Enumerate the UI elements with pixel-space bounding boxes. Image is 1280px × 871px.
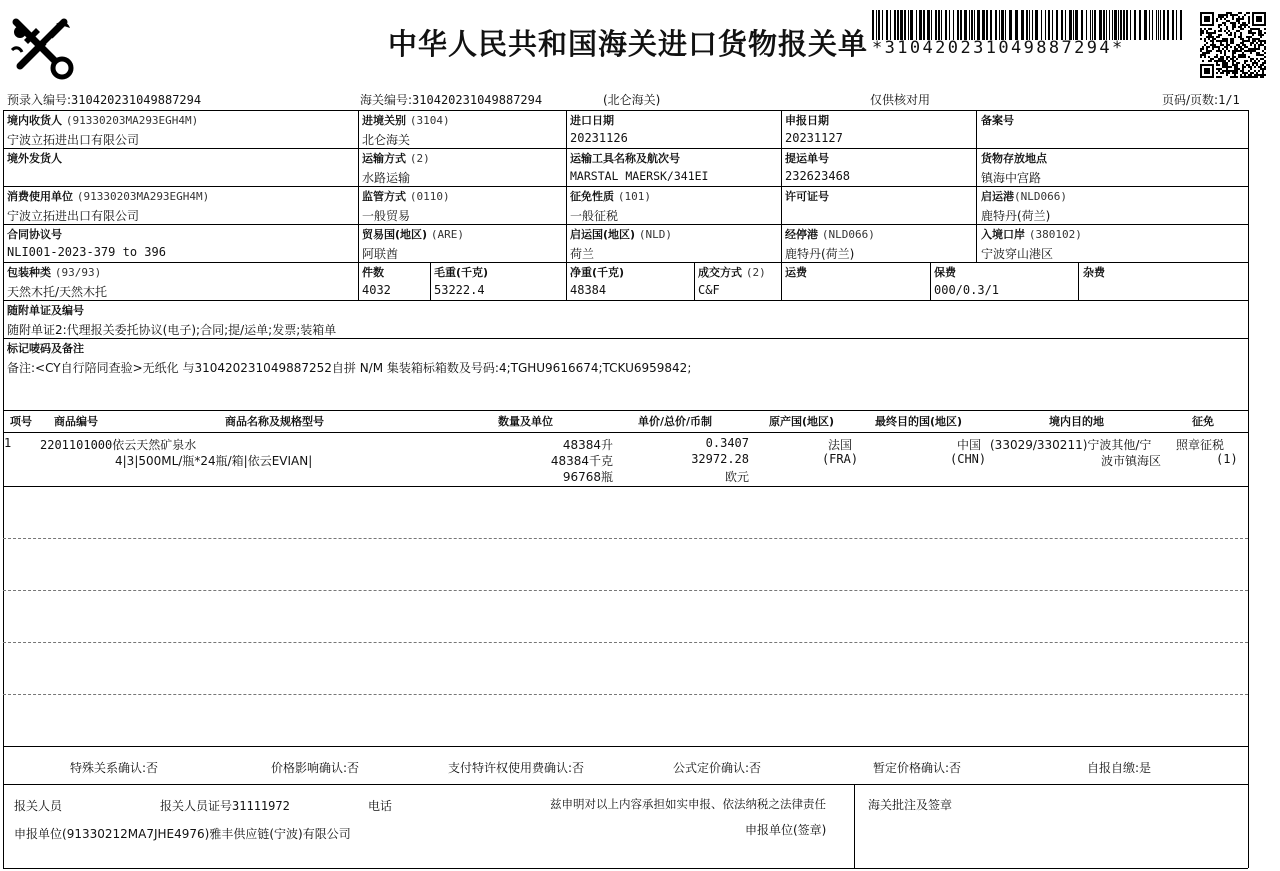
shipper-cell — [7, 150, 355, 169]
attached-docs-cell — [7, 302, 1243, 338]
item-currency: 欧元 — [724, 470, 749, 484]
depart-country-code: (NLD) — [638, 228, 673, 241]
vessel-value: MARSTAL MAERSK/341EI — [570, 169, 709, 183]
customs-number — [360, 91, 542, 108]
pieces-cell — [362, 264, 428, 297]
page-label: 页码/页数: — [1162, 93, 1219, 107]
barcode — [872, 10, 1184, 40]
trade-country-cell — [362, 226, 562, 262]
col-hs-code: 商品编号 — [54, 415, 98, 428]
declare-date-cell — [785, 112, 973, 145]
self-report-pay: 自报自缴:是 — [1087, 761, 1152, 775]
supervision-cell — [362, 188, 562, 224]
record-no-label: 备案号 — [981, 114, 1014, 127]
page-count — [1162, 91, 1240, 108]
storage-label: 货物存放地点 — [981, 152, 1047, 165]
royalty-confirm: 支付特许权使用费确认:否 — [448, 761, 585, 775]
item-dest-country: 中国 — [957, 438, 982, 452]
trade-country-code: (ARE) — [430, 228, 465, 241]
item-tax-2: (1) — [1216, 452, 1238, 466]
qr-code — [1200, 12, 1266, 78]
declaring-unit — [14, 825, 351, 842]
tax-nature-cell — [570, 188, 778, 224]
trade-country-label: 贸易国(地区) — [362, 228, 428, 241]
consignee-label: 境内收货人 — [7, 114, 62, 127]
pre-entry-label: 预录入编号: — [7, 93, 72, 107]
pieces-label: 件数 — [362, 266, 384, 279]
net-weight-value: 48384 — [570, 283, 607, 297]
col-item-no: 项号 — [10, 415, 32, 428]
depart-country-cell — [570, 226, 778, 262]
insurance-cell — [934, 264, 1074, 297]
transport-mode-value: 水路运输 — [362, 171, 411, 185]
col-goods-name: 商品名称及规格型号 — [225, 415, 324, 428]
vessel-label: 运输工具名称及航次号 — [570, 152, 680, 165]
contract-cell — [7, 226, 355, 259]
freight-cell — [785, 264, 925, 283]
consignee-code: (91330203MA293EGH4M) — [65, 114, 199, 127]
storage-value: 镇海中宫路 — [981, 171, 1042, 185]
declaring-unit-value: (91330212MA7JHE4976)雅丰供应链(宁波)有限公司 — [62, 827, 351, 841]
provisional-price-confirm: 暂定价格确认:否 — [873, 761, 962, 775]
trade-country-value: 阿联酋 — [362, 247, 399, 261]
contract-label: 合同协议号 — [7, 228, 62, 241]
entry-customs-label: 进境关别 — [362, 114, 406, 127]
transit-port-value: 鹿特丹(荷兰) — [785, 247, 855, 261]
depart-port-label: 启运港 — [981, 190, 1014, 203]
insurance-label: 保费 — [934, 266, 956, 279]
tax-nature-label: 征免性质 — [570, 190, 614, 203]
special-relation-confirm: 特殊关系确认:否 — [70, 761, 159, 775]
for-check-note: 仅供核对用 — [870, 93, 931, 107]
col-tax: 征免 — [1192, 415, 1214, 428]
item-hs-code: 2201101000 — [40, 438, 113, 452]
net-weight-label: 净重(千克) — [570, 266, 625, 279]
declarant-cert — [160, 797, 290, 814]
pieces-value: 4032 — [362, 283, 391, 297]
supervision-code: (0110) — [409, 190, 450, 203]
license-cell — [785, 188, 973, 207]
declarant-label: 报关人员 — [14, 799, 63, 813]
consignee-cell — [7, 112, 355, 148]
gross-weight-label: 毛重(千克) — [434, 266, 489, 279]
depart-country-label: 启运国(地区) — [570, 228, 636, 241]
consumer-value: 宁波立拓进出口有限公司 — [7, 209, 140, 223]
import-date-label: 进口日期 — [570, 114, 614, 127]
pre-entry-number — [7, 91, 201, 108]
declarant-cert-label: 报关人员证号 — [160, 799, 233, 813]
package-label: 包装种类 — [7, 266, 51, 279]
item-dest-country-code: (CHN) — [950, 452, 987, 466]
bill-no-label: 提运单号 — [785, 152, 829, 165]
consumer-label: 消费使用单位 — [7, 190, 73, 203]
entry-port-value: 宁波穿山港区 — [981, 247, 1054, 261]
license-label: 许可证号 — [785, 190, 829, 203]
attached-docs-value: 随附单证2:代理报关委托协议(电子);合同;提/运单;发票;装箱单 — [7, 323, 337, 337]
customs-approval: 海关批注及签章 — [868, 798, 953, 812]
tax-nature-value: 一般征税 — [570, 209, 619, 223]
price-effect-confirm: 价格影响确认:否 — [271, 761, 360, 775]
document-title: 中华人民共和国海关进口货物报关单 — [388, 27, 869, 61]
transit-port-label: 经停港 — [785, 228, 818, 241]
contract-value: NLI001-2023-379 to 396 — [7, 245, 166, 259]
col-origin: 原产国(地区) — [769, 415, 835, 428]
transport-mode-code: (2) — [409, 152, 430, 165]
transit-port-code: (NLD066) — [821, 228, 875, 241]
deal-mode-label: 成交方式 — [698, 266, 742, 279]
deal-mode-value: C&F — [698, 283, 720, 297]
freight-label: 运费 — [785, 266, 807, 279]
supervision-label: 监管方式 — [362, 190, 406, 203]
item-origin-code: (FRA) — [821, 452, 859, 466]
transport-mode-cell — [362, 150, 562, 186]
item-name: 依云天然矿泉水 — [112, 438, 197, 452]
net-weight-cell — [570, 264, 692, 297]
attached-docs-label: 随附单证及编号 — [7, 304, 84, 317]
customs-number-label: 海关编号: — [360, 93, 413, 107]
customs-office: (北仑海关) — [603, 93, 661, 107]
consumer-code: (91330203MA293EGH4M) — [76, 190, 210, 203]
item-qty-2: 48384千克 — [550, 454, 613, 468]
declarant-cert-value: 31111972 — [232, 799, 290, 813]
item-origin: 法国 — [827, 438, 852, 452]
tax-nature-code: (101) — [617, 190, 651, 203]
col-price: 单价/总价/币制 — [638, 415, 713, 428]
item-no: 1 — [4, 436, 12, 450]
entry-port-label: 入境口岸 — [981, 228, 1025, 241]
transit-port-cell — [785, 226, 973, 262]
declare-date-value: 20231127 — [785, 131, 843, 145]
depart-port-value: 鹿特丹(荷兰) — [981, 209, 1051, 223]
customs-emblem-icon — [6, 10, 76, 80]
entry-port-code: (380102) — [1028, 228, 1082, 241]
package-value: 天然木托/天然木托 — [7, 285, 108, 299]
item-domestic-dest-2: 波市镇海区 — [1101, 454, 1162, 468]
entry-customs-code: (3104) — [409, 114, 450, 127]
item-qty-3: 96768瓶 — [562, 470, 613, 484]
shipper-label: 境外发货人 — [7, 152, 62, 165]
item-domestic-dest-1: (33029/330211)宁波其他/宁 — [990, 438, 1152, 452]
item-tax-1: 照章征税 — [1176, 438, 1225, 452]
consumer-cell — [7, 188, 355, 224]
phone-label: 电话 — [368, 799, 393, 813]
import-date-value: 20231126 — [570, 131, 628, 145]
entry-port-cell — [981, 226, 1243, 262]
barcode-text: *310420231049887294* — [872, 38, 1125, 58]
pre-entry-value: 310420231049887294 — [71, 93, 202, 107]
customs-number-value: 310420231049887294 — [412, 93, 543, 107]
formula-price-confirm: 公式定价确认:否 — [673, 761, 762, 775]
marks-remarks-value: 备注:<CY自行陪同查验>无纸化 与310420231049887252自拼 N/M 集装箱标箱数及号码:4;TGHU9616674;TCKU6959842; — [7, 361, 692, 375]
transport-mode-label: 运输方式 — [362, 152, 406, 165]
depart-country-value: 荷兰 — [570, 247, 595, 261]
entry-customs-cell — [362, 112, 562, 148]
legal-statement: 兹申明对以上内容承担如实申报、依法纳税之法律责任 — [550, 797, 826, 811]
vessel-cell — [570, 150, 778, 183]
col-domestic-dest: 境内目的地 — [1049, 415, 1104, 428]
declaring-unit-seal: 申报单位(签章) — [745, 823, 827, 837]
item-qty-1: 48384升 — [562, 438, 613, 452]
consignee-value: 宁波立拓进出口有限公司 — [7, 133, 140, 147]
insurance-value: 000/0.3/1 — [934, 283, 1000, 297]
package-cell — [7, 264, 355, 300]
page-value: 1/1 — [1218, 93, 1240, 107]
import-date-cell — [570, 112, 778, 145]
gross-weight-cell — [434, 264, 564, 297]
misc-fee-label: 杂费 — [1083, 266, 1105, 279]
deal-mode-code: (2) — [745, 266, 766, 279]
depart-port-cell — [981, 188, 1243, 224]
deal-mode-cell — [698, 264, 780, 297]
item-total-price: 32972.28 — [691, 452, 749, 466]
marks-remarks-cell — [7, 340, 1243, 376]
entry-customs-value: 北仑海关 — [362, 133, 411, 147]
supervision-value: 一般贸易 — [362, 209, 411, 223]
marks-remarks-label: 标记唛码及备注 — [7, 342, 84, 355]
misc-fee-cell — [1083, 264, 1243, 283]
declaring-unit-label: 申报单位 — [14, 827, 63, 841]
record-no-cell — [981, 112, 1243, 131]
bill-no-cell — [785, 150, 973, 183]
item-hs-name — [40, 436, 196, 453]
declare-date-label: 申报日期 — [785, 114, 829, 127]
bill-no-value: 232623468 — [785, 169, 851, 183]
item-spec: 4|3|500ML/瓶*24瓶/箱|依云EVIAN| — [115, 454, 313, 468]
storage-cell — [981, 150, 1243, 186]
col-quantity: 数量及单位 — [498, 415, 553, 428]
col-dest-country: 最终目的国(地区) — [875, 415, 963, 428]
depart-port-code: (NLD066) — [1014, 190, 1067, 203]
package-code: (93/93) — [54, 266, 102, 279]
item-unit-price: 0.3407 — [705, 436, 749, 450]
gross-weight-value: 53222.4 — [434, 283, 485, 297]
